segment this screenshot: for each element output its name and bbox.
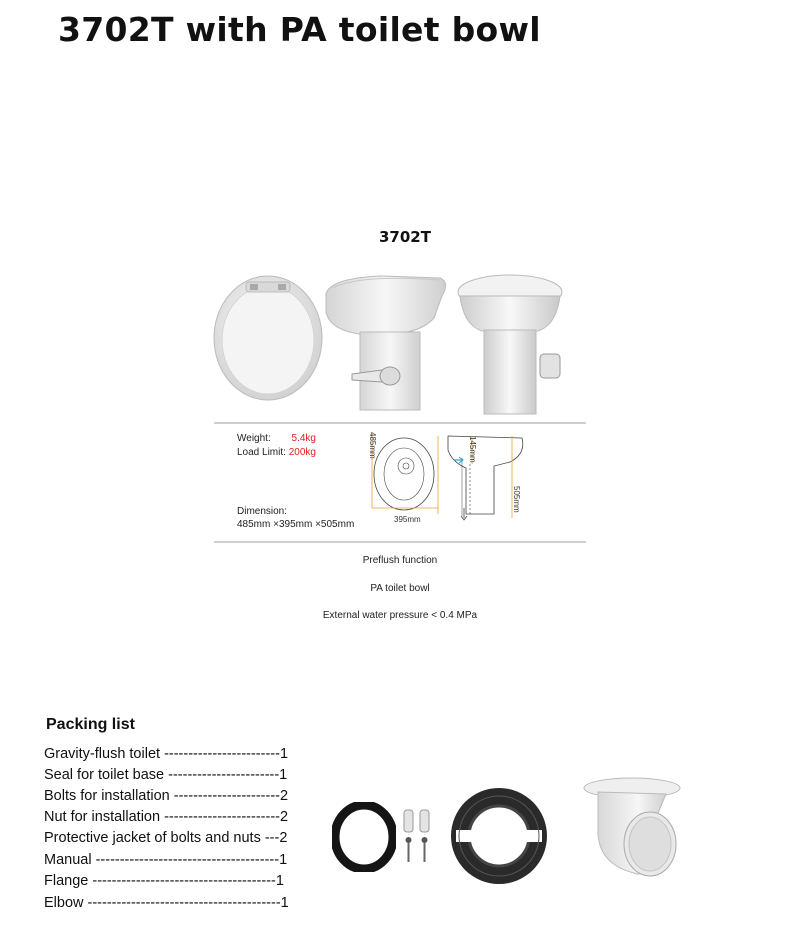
spec-bottom-divider (214, 541, 586, 543)
dim-length-label: 485mm (368, 432, 377, 459)
packing-item: Seal for toilet base -----------------------1 (44, 767, 288, 783)
toilet-top-view-image (212, 274, 324, 404)
dimension-label: Dimension: (237, 506, 288, 517)
seal-ring-image (332, 802, 396, 872)
spec-top-divider (214, 422, 586, 424)
dim-height-label: 505mm (512, 486, 521, 513)
packing-item: Flange --------------------------------------1 (44, 873, 284, 889)
packing-list-title: Packing list (46, 716, 135, 733)
dim-width-label: 395mm (394, 515, 421, 524)
load-limit-value: 200kg (288, 447, 316, 458)
load-limit-label: Load Limit: (237, 447, 286, 458)
packing-item: Gravity-flush toilet ------------------------1 (44, 746, 289, 762)
bolts-nuts-image (398, 808, 438, 864)
weight-spec (237, 433, 316, 444)
toilet-side-view-image (322, 272, 452, 414)
page-title: 3702T with PA toilet bowl (58, 10, 541, 49)
weight-label: Weight: (237, 433, 271, 444)
packing-item: Protective jacket of bolts and nuts ---2 (44, 830, 288, 846)
elbow-image (580, 774, 684, 886)
packing-item: Bolts for installation ----------------------2 (44, 788, 289, 804)
feature-pa-bowl: PA toilet bowl (370, 583, 430, 594)
dimension-diagram (362, 428, 530, 530)
load-limit-spec (237, 447, 316, 458)
dim-inlet-label: 145mm (468, 436, 477, 463)
packing-item: Elbow ----------------------------------------1 (44, 895, 289, 911)
weight-value: 5.4kg (291, 433, 316, 444)
model-code: 3702T (379, 228, 431, 246)
packing-item: Nut for installation ------------------------2 (44, 809, 289, 825)
feature-water-pressure: External water pressure < 0.4 MPa (322, 610, 478, 621)
feature-preflush: Preflush function (362, 555, 438, 566)
toilet-front-view-image (456, 272, 570, 416)
dimension-value: 485mm ×395mm ×505mm (237, 519, 355, 530)
packing-item: Manual --------------------------------------1 (44, 852, 288, 868)
flange-image (448, 784, 550, 888)
